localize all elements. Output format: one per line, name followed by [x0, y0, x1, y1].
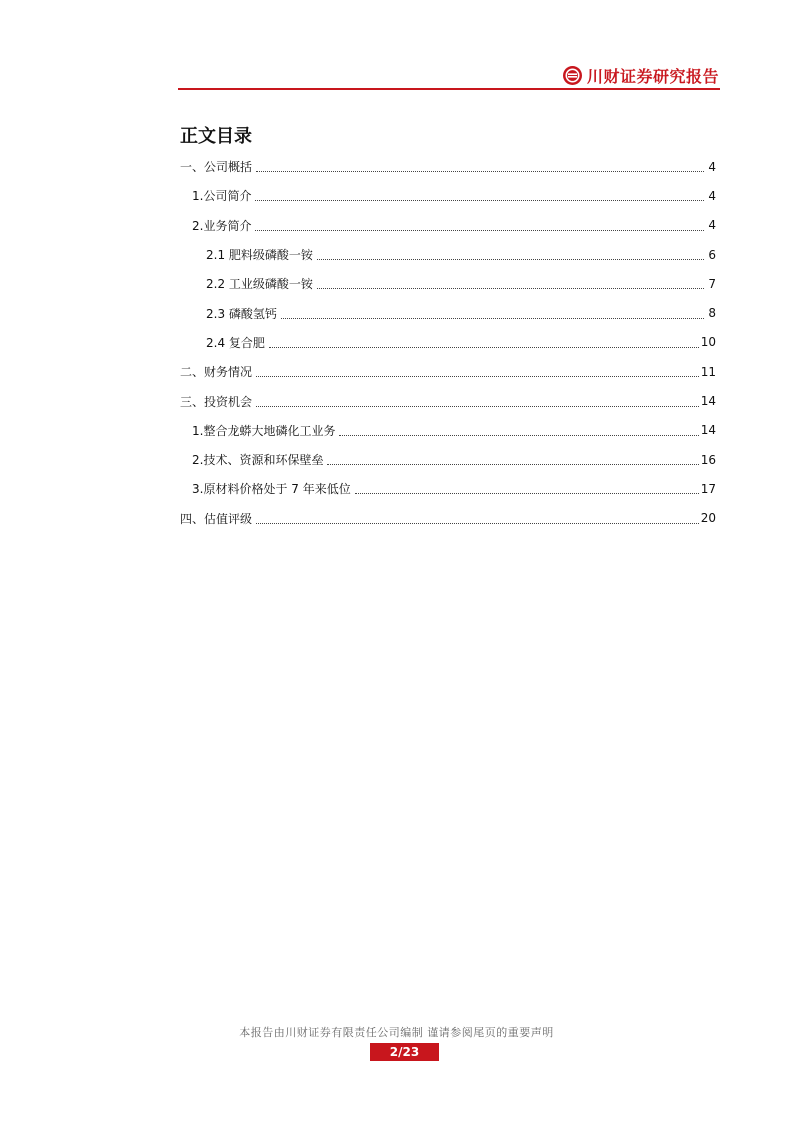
- toc-dot-leader: [256, 159, 704, 172]
- chuancai-logo-icon: [563, 66, 582, 85]
- brand-name: 川财证券研究报告: [586, 66, 719, 86]
- toc-entry-page: 17: [700, 481, 716, 496]
- toc-entry[interactable]: [180, 211, 716, 240]
- toc-dot-leader: [256, 394, 699, 407]
- toc-entry-label: 2.业务简介: [192, 218, 252, 233]
- toc-entry[interactable]: [180, 416, 716, 445]
- toc-entry-label: 3.原材料价格处于 7 年来低位: [192, 482, 351, 497]
- toc-entry[interactable]: [180, 474, 716, 503]
- toc-dot-leader: [281, 306, 704, 319]
- toc-dot-leader: [256, 364, 699, 377]
- toc-entry[interactable]: [180, 240, 716, 269]
- toc-dot-leader: [256, 511, 699, 524]
- toc-dot-leader: [339, 423, 698, 436]
- toc-entry[interactable]: [180, 181, 716, 210]
- footer-disclaimer: 本报告由川财证券有限责任公司编制 谨请参阅尾页的重要声明: [239, 1026, 554, 1039]
- toc-entry-label: 2.2 工业级磷酸一铵: [206, 277, 313, 292]
- toc-entry-page: 7: [708, 276, 716, 291]
- toc-entry-page: 20: [700, 511, 716, 526]
- toc-entry[interactable]: [180, 504, 716, 533]
- toc-entry-page: 16: [700, 452, 716, 467]
- toc-entry-page: 4: [708, 159, 716, 174]
- toc-dot-leader: [327, 452, 698, 465]
- page-number-badge: 2/23: [370, 1043, 439, 1061]
- toc-entry-page: 10: [700, 335, 716, 350]
- toc-entry-label: 2.3 磷酸氢钙: [206, 306, 277, 321]
- toc-dot-leader: [317, 276, 704, 289]
- toc-entry-page: 14: [700, 394, 716, 409]
- toc-entry-page: 8: [708, 306, 716, 321]
- toc-entry-label: 四、估值评级: [180, 511, 253, 526]
- toc-dot-leader: [317, 247, 704, 260]
- toc-entry-label: 2.1 肥料级磷酸一铵: [206, 248, 313, 263]
- toc-dot-leader: [255, 188, 704, 201]
- toc-entry[interactable]: [180, 298, 716, 327]
- toc-entry-label: 1.公司简介: [192, 189, 252, 204]
- toc-entry-label: 三、投资机会: [180, 394, 253, 409]
- toc-entry-label: 1.整合龙蟒大地磷化工业务: [192, 423, 336, 438]
- toc-entry-page: 6: [708, 247, 716, 262]
- toc-dot-leader: [269, 335, 699, 348]
- toc-entry-label: 2.4 复合肥: [206, 335, 265, 350]
- toc-entry[interactable]: [180, 328, 716, 357]
- toc-entry-page: 14: [700, 423, 716, 438]
- toc-entry-label: 一、公司概括: [180, 160, 253, 175]
- header-brand: [563, 62, 719, 88]
- toc-entry-page: 4: [708, 218, 716, 233]
- toc-entry-label: 二、财务情况: [180, 365, 253, 380]
- toc-title: 正文目录: [180, 126, 252, 147]
- toc-entry-page: 11: [700, 364, 716, 379]
- toc-dot-leader: [255, 218, 704, 231]
- toc-entry[interactable]: [180, 445, 716, 474]
- header-divider: [178, 88, 720, 90]
- toc-entry[interactable]: [180, 152, 716, 181]
- toc-entry[interactable]: [180, 269, 716, 298]
- table-of-contents: [180, 152, 716, 533]
- toc-entry[interactable]: [180, 386, 716, 415]
- toc-dot-leader: [355, 481, 699, 494]
- toc-entry-label: 2.技术、资源和环保壁垒: [192, 453, 324, 468]
- toc-entry-page: 4: [708, 188, 716, 203]
- toc-entry[interactable]: [180, 357, 716, 386]
